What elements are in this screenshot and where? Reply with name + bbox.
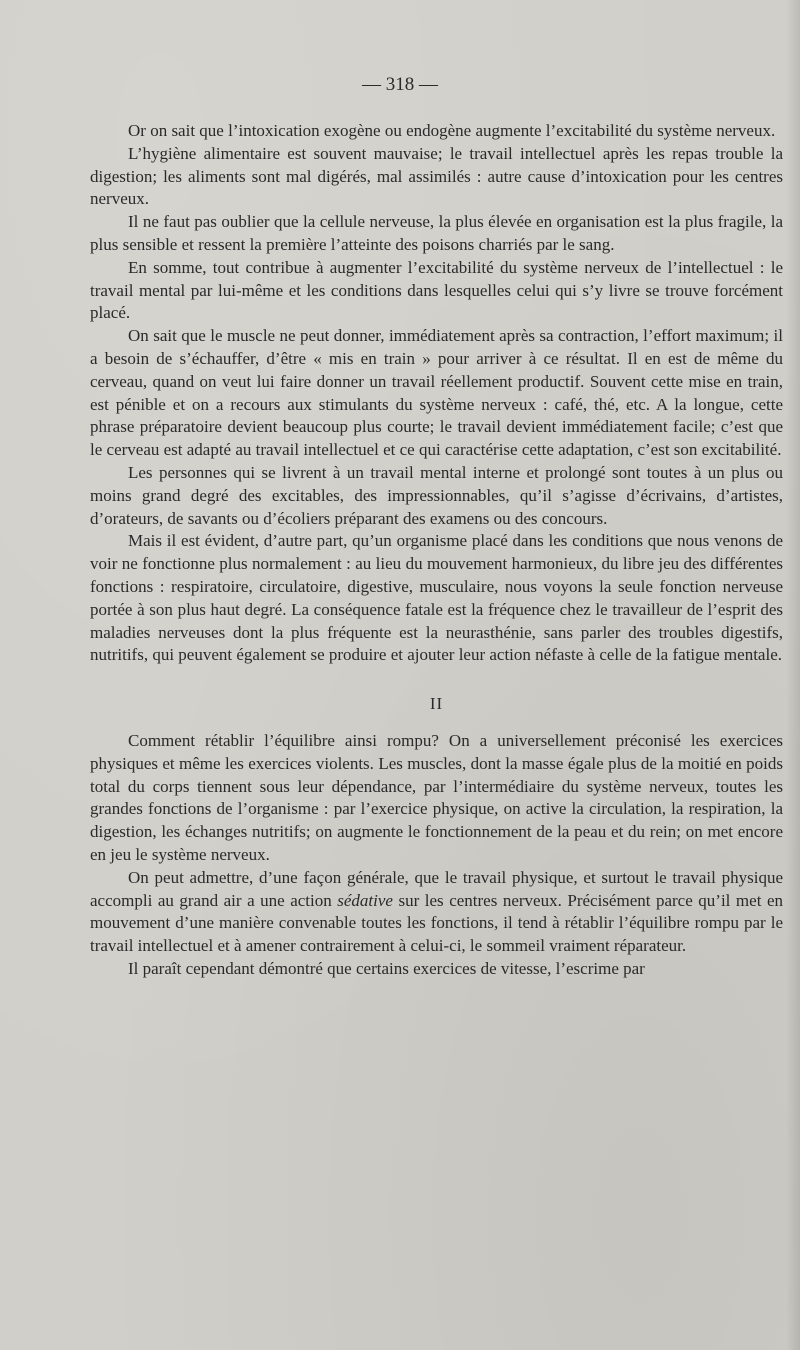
italic-word: sédative xyxy=(337,890,393,910)
paragraph: Il paraît cependant démontré que certains exercices de vitesse, l’escrime par xyxy=(128,958,645,978)
paragraph: Or on sait que l’intoxication exogène ou endogène augmente l’excitabilité du système nerveux. xyxy=(128,121,776,140)
paragraph: On sait que le muscle ne peut donner, immédiatement après sa contraction, l’effort maximum; il a besoin de s’échauffer, d’être « mis en train » pour arriver à ce résultat. Il en est de même du cerveau, quand on veut lui faire donner un travail réellement productif. Souvent cette mise en train, est pénible et on a recours aux stimulants du système nerveux : café, thé, etc. A la longue, cette phrase préparatoire devient beaucoup plus courte; le travail devient immédiatement facile; c’est que le cerveau est adapté au travail intellectuel et ce qui caractérise cette adaptation, c’est son excitabilité. xyxy=(90,326,783,460)
paragraph: Comment rétablir l’équilibre ainsi rompu? On a universellement préconisé les exercices physiques et même les exercices violents. Les muscles, dont la masse égale plus de la moitié en poids total du corps tiennent sous leur dépendance, par l’intermédiaire du système nerveux, toutes les grandes fonctions de l’organisme : par l’exercice physique, on active la circulation, la respiration, la digestion, les échanges nutritifs; on augmente le fonctionnement de la peau et du rein; on met encore en jeu le système nerveux. xyxy=(90,730,783,864)
page-edge-shadow xyxy=(786,0,800,1350)
paragraph: Il ne faut pas oublier que la cellule nerveuse, la plus élevée en organisation est la plus fragile, la plus sensible et ressent la première l’atteinte des poisons charriés par le sang. xyxy=(90,212,783,254)
paragraph: En somme, tout contribue à augmenter l’excitabilité du système nerveux de l’intellectuel : le travail mental par lui-même et les conditions dans lesquelles celui qui s’y livre se trouve forcément placé. xyxy=(90,257,783,323)
paragraph-text: On peut admettre, d’une façon générale, que le travail physique, et surtout le travail physique accompli au grand air a une action xyxy=(90,867,783,910)
text-body xyxy=(90,120,783,981)
paragraph: Les personnes qui se livrent à un travail mental interne et prolongé sont toutes à un plus ou moins grand degré des excitables, des impressionnables, qu’il s’agisse d’écrivains, d’artistes, d’orateurs, de savants ou d’écoliers préparant des examens ou des concours. xyxy=(90,462,783,528)
paragraph: L’hygiène alimentaire est souvent mauvaise; le travail intellectuel après les repas trouble la digestion; les aliments sont mal digérés, mal assimilés : autre cause d’intoxication pour les centres nerveux. xyxy=(90,143,783,209)
paragraph-text: sur les centres nerveux. Précisément parce qu’il met en mouvement d’une manière convenable toutes les fonctions, il tend à rétablir l’équilibre rompu par le travail intellectuel et à amener contrairement à celui-ci, le sommeil vraiment réparateur. xyxy=(90,890,783,956)
section-gap-top xyxy=(90,667,783,693)
paragraph-with-italic xyxy=(90,867,783,958)
page-number: — 318 — xyxy=(362,74,438,95)
section-heading: II xyxy=(429,694,444,714)
section-gap-bottom xyxy=(90,716,783,730)
paragraph: Mais il est évident, d’autre part, qu’un organisme placé dans les conditions que nous venons de voir ne fonctionne plus normalement : au lieu du mouvement harmonieux, du libre jeu des différentes fonctions : respiratoire, circulatoire, digestive, musculaire, nous voyons la seule fonction nerveuse portée à son plus haut degré. La conséquence fatale est la fréquence chez le travailleur de l’esprit des maladies nerveuses dont la plus fréquente est la neurasthénie, sans parler des troubles digestifs, nutritifs, qui peuvent également se produire et ajouter leur action néfaste à celle de la fatigue mentale. xyxy=(90,531,783,665)
